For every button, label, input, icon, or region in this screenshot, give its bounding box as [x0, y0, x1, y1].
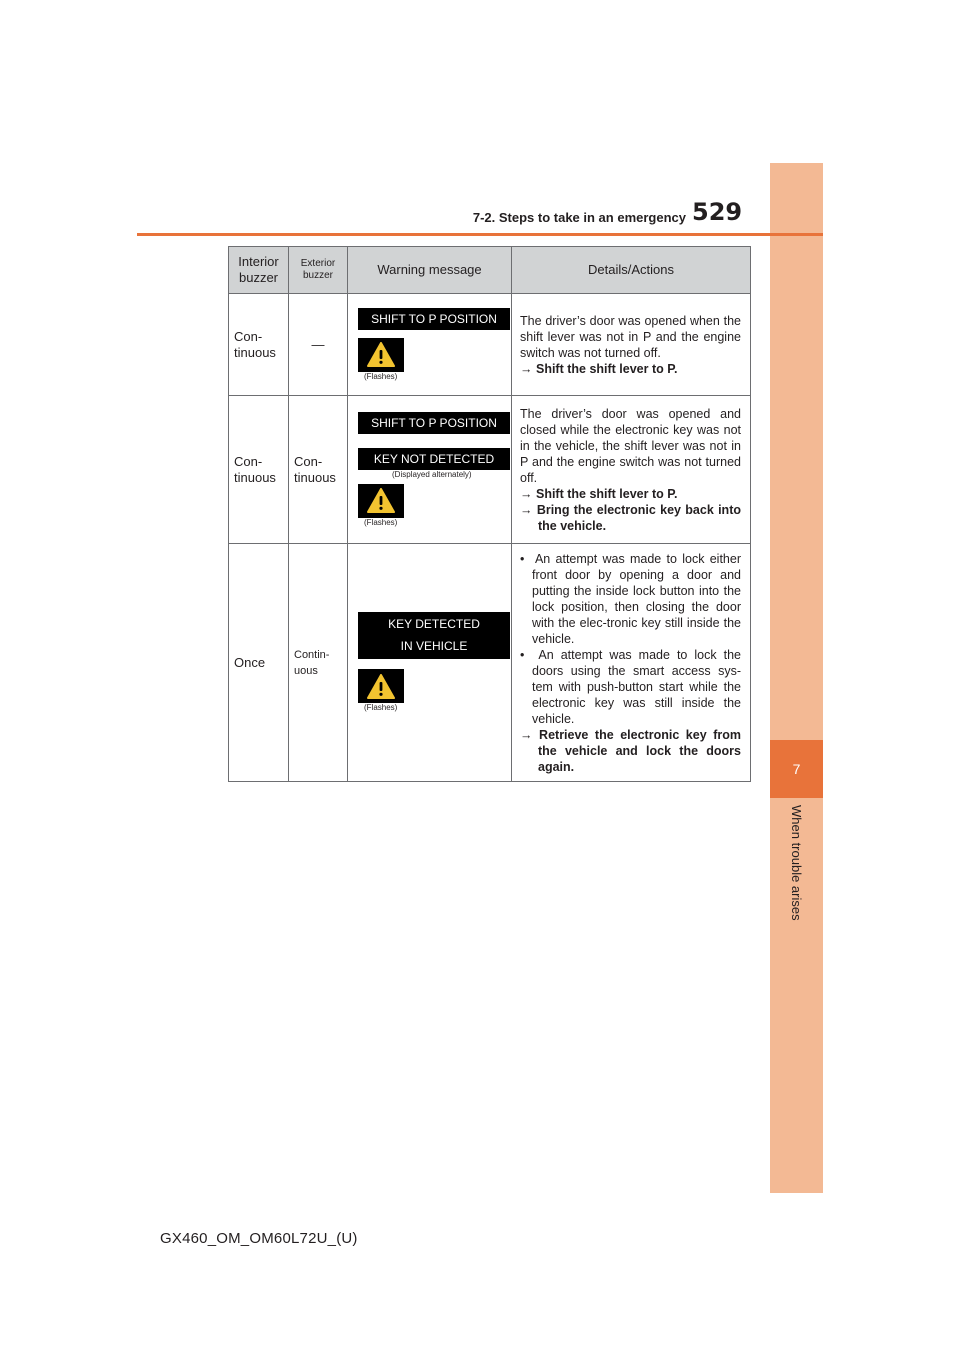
col-exterior-buzzer: Exterior buzzer [289, 247, 348, 294]
arrow-symbol: → [520, 502, 533, 517]
warning-icon [358, 484, 404, 518]
details-text: The driver’s door was opened and closed while the electronic key was not in the vehicle, the shift lever was not in P and the engine switch was not turned off. [520, 406, 741, 485]
action-line [520, 361, 741, 377]
table-header-row [229, 247, 751, 294]
action-line [520, 502, 741, 534]
interior-buzzer-value: Once [234, 654, 266, 670]
interior-buzzer-cell [229, 544, 289, 782]
interior-buzzer-cell [229, 396, 289, 544]
display-message: KEY NOT DETECTED [358, 448, 510, 470]
display-message: SHIFT TO P POSITION [358, 308, 510, 330]
chapter-title-vertical [770, 805, 823, 940]
alternate-note: (Displayed alternately) [392, 469, 472, 479]
chapter-number: 7 [770, 740, 823, 798]
bullet-text: An attempt was made to lock the doors using the smart access sys-tem with push-button start while the electronic key was still inside the vehicle. [532, 647, 741, 726]
col-interior-buzzer: Interior buzzer [229, 247, 289, 294]
display-message: SHIFT TO P POSITION [358, 412, 510, 434]
arrow-symbol: → [520, 727, 533, 742]
display-message-line: IN VEHICLE [400, 639, 468, 653]
header-rule [137, 233, 823, 236]
interior-buzzer-cell [229, 294, 289, 396]
details-cell [512, 544, 751, 782]
action-text: Retrieve the electronic key from the vehicle and lock the doors again. [538, 727, 741, 774]
warning-icon [358, 338, 404, 372]
arrow-symbol: → [520, 486, 533, 501]
document-code: GX460_OM_OM60L72U_(U) [160, 1230, 358, 1247]
bullet-symbol: • [520, 647, 525, 662]
warning-message-cell [348, 294, 512, 396]
exterior-buzzer-cell [289, 294, 348, 396]
action-text: Bring the electronic key back into the vehicle. [536, 502, 741, 533]
display-message [358, 612, 510, 659]
interior-buzzer-value: Con- tinuous [234, 453, 276, 485]
details-text: The driver’s door was opened when the shift lever was not in P and the engine switch was not turned off. [520, 313, 741, 360]
bullet-text: An attempt was made to lock either front door by opening a door and putting the inside lock button into the lock position, then closing the door with the elec-tronic key still inside the vehicle. [532, 551, 742, 646]
action-text: Shift the shift lever to P. [535, 486, 678, 501]
exterior-buzzer-value: Contin- uous [294, 648, 330, 677]
table-row [229, 544, 751, 782]
action-text: Shift the shift lever to P. [535, 361, 678, 376]
page-number: 529 [692, 198, 743, 226]
details-cell [512, 396, 751, 544]
col-warning-message: Warning message [348, 247, 512, 294]
display-message-line: KEY DETECTED [388, 617, 480, 631]
chapter-side-tab [770, 163, 823, 1193]
details-cell [512, 294, 751, 396]
exterior-buzzer-cell [289, 396, 348, 544]
col-details-actions: Details/Actions [512, 247, 751, 294]
table-row [229, 396, 751, 544]
bullet-symbol: • [520, 551, 525, 566]
warning-message-cell [348, 396, 512, 544]
exterior-buzzer-value: Con- tinuous [294, 453, 336, 485]
chapter-title: When trouble arises [788, 805, 804, 921]
table-row [229, 294, 751, 396]
interior-buzzer-value: Con- tinuous [234, 328, 276, 360]
bullet-item [520, 551, 741, 647]
warning-icon [358, 669, 404, 703]
warning-message-cell [348, 544, 512, 782]
exterior-buzzer-value: — [311, 336, 325, 352]
exterior-buzzer-cell [289, 544, 348, 782]
flash-note: (Flashes) [364, 703, 398, 712]
warning-table [228, 246, 751, 782]
flash-note: (Flashes) [364, 371, 398, 381]
action-line [520, 486, 741, 502]
flash-note: (Flashes) [364, 517, 398, 527]
section-title: 7-2. Steps to take in an emergency [472, 210, 686, 225]
bullet-item [520, 647, 741, 727]
arrow-symbol: → [520, 361, 533, 376]
action-line [520, 727, 741, 775]
